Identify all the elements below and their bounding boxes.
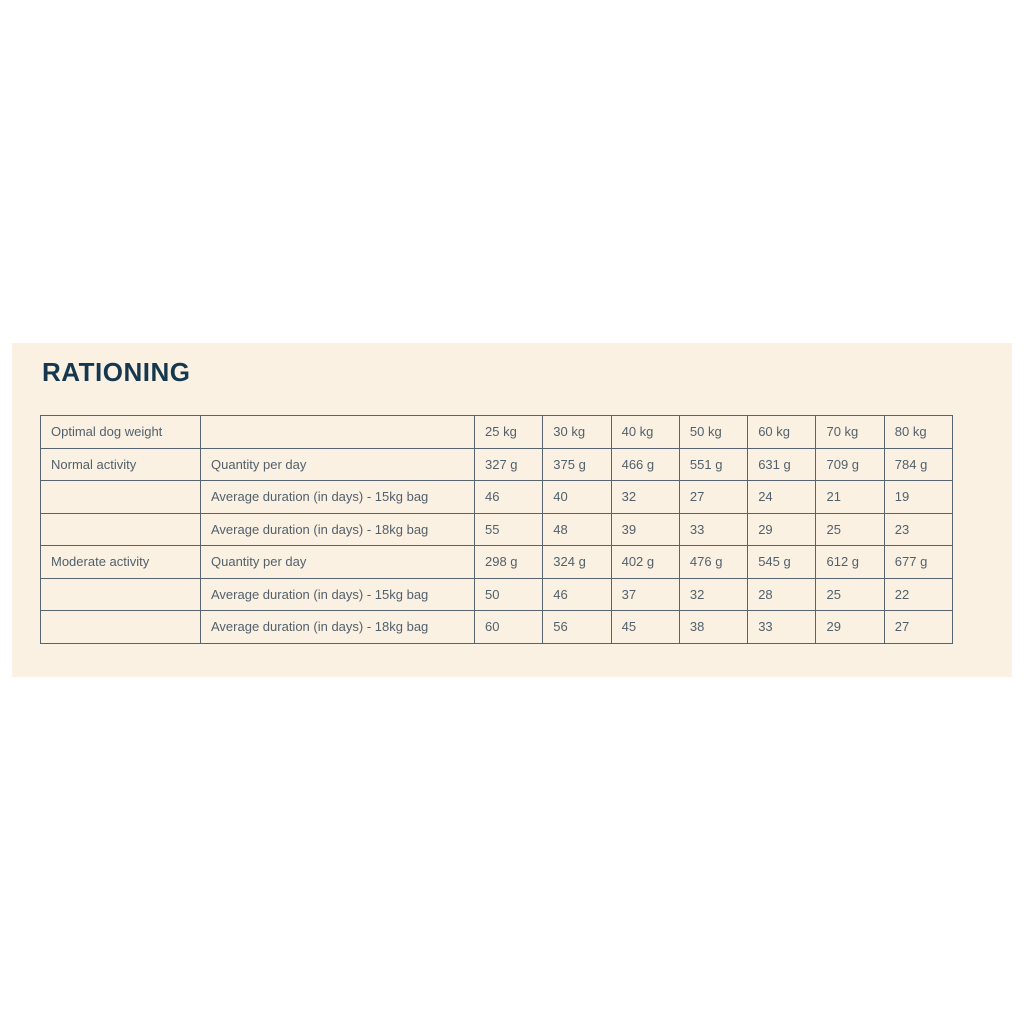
value-cell: 28 bbox=[748, 578, 816, 611]
value-cell: 21 bbox=[816, 481, 884, 514]
table-row-normal-duration-15kg bbox=[41, 481, 953, 514]
value-cell: 466 g bbox=[611, 448, 679, 481]
value-cell: 32 bbox=[679, 578, 747, 611]
row-label-cell: Average duration (in days) - 15kg bag bbox=[201, 578, 475, 611]
value-cell: 37 bbox=[611, 578, 679, 611]
value-cell: 784 g bbox=[884, 448, 952, 481]
activity-cell bbox=[41, 611, 201, 644]
value-cell: 402 g bbox=[611, 546, 679, 579]
value-cell: 46 bbox=[543, 578, 611, 611]
value-cell: 25 bbox=[816, 513, 884, 546]
value-cell: 545 g bbox=[748, 546, 816, 579]
value-cell: 327 g bbox=[475, 448, 543, 481]
value-cell: 551 g bbox=[679, 448, 747, 481]
row-label-cell: Quantity per day bbox=[201, 546, 475, 579]
header-weight-cell: 60 kg bbox=[748, 416, 816, 449]
value-cell: 27 bbox=[679, 481, 747, 514]
value-cell: 324 g bbox=[543, 546, 611, 579]
value-cell: 677 g bbox=[884, 546, 952, 579]
value-cell: 32 bbox=[611, 481, 679, 514]
row-label-cell: Average duration (in days) - 18kg bag bbox=[201, 513, 475, 546]
header-empty-cell bbox=[201, 416, 475, 449]
row-label-cell: Quantity per day bbox=[201, 448, 475, 481]
header-weight-cell: 25 kg bbox=[475, 416, 543, 449]
value-cell: 476 g bbox=[679, 546, 747, 579]
value-cell: 24 bbox=[748, 481, 816, 514]
header-weight-cell: 70 kg bbox=[816, 416, 884, 449]
table-row-moderate-quantity bbox=[41, 546, 953, 579]
table-row-header bbox=[41, 416, 953, 449]
value-cell: 23 bbox=[884, 513, 952, 546]
row-label-cell: Average duration (in days) - 15kg bag bbox=[201, 481, 475, 514]
value-cell: 48 bbox=[543, 513, 611, 546]
value-cell: 39 bbox=[611, 513, 679, 546]
value-cell: 46 bbox=[475, 481, 543, 514]
header-weight-cell: 80 kg bbox=[884, 416, 952, 449]
table-row-moderate-duration-18kg bbox=[41, 611, 953, 644]
value-cell: 22 bbox=[884, 578, 952, 611]
value-cell: 55 bbox=[475, 513, 543, 546]
value-cell: 38 bbox=[679, 611, 747, 644]
rationing-table bbox=[40, 415, 953, 644]
value-cell: 40 bbox=[543, 481, 611, 514]
table-row-moderate-duration-15kg bbox=[41, 578, 953, 611]
header-optimal-dog-weight: Optimal dog weight bbox=[41, 416, 201, 449]
value-cell: 33 bbox=[748, 611, 816, 644]
page-title: RATIONING bbox=[42, 357, 191, 387]
value-cell: 29 bbox=[748, 513, 816, 546]
value-cell: 33 bbox=[679, 513, 747, 546]
value-cell: 631 g bbox=[748, 448, 816, 481]
activity-cell bbox=[41, 481, 201, 514]
activity-cell: Moderate activity bbox=[41, 546, 201, 579]
value-cell: 56 bbox=[543, 611, 611, 644]
value-cell: 27 bbox=[884, 611, 952, 644]
activity-cell bbox=[41, 578, 201, 611]
header-weight-cell: 30 kg bbox=[543, 416, 611, 449]
value-cell: 60 bbox=[475, 611, 543, 644]
value-cell: 29 bbox=[816, 611, 884, 644]
activity-cell bbox=[41, 513, 201, 546]
value-cell: 19 bbox=[884, 481, 952, 514]
header-weight-cell: 50 kg bbox=[679, 416, 747, 449]
value-cell: 50 bbox=[475, 578, 543, 611]
header-weight-cell: 40 kg bbox=[611, 416, 679, 449]
rationing-section bbox=[12, 343, 1012, 677]
value-cell: 45 bbox=[611, 611, 679, 644]
value-cell: 25 bbox=[816, 578, 884, 611]
table-row-normal-quantity bbox=[41, 448, 953, 481]
value-cell: 298 g bbox=[475, 546, 543, 579]
activity-cell: Normal activity bbox=[41, 448, 201, 481]
row-label-cell: Average duration (in days) - 18kg bag bbox=[201, 611, 475, 644]
value-cell: 375 g bbox=[543, 448, 611, 481]
value-cell: 612 g bbox=[816, 546, 884, 579]
value-cell: 709 g bbox=[816, 448, 884, 481]
table-row-normal-duration-18kg bbox=[41, 513, 953, 546]
